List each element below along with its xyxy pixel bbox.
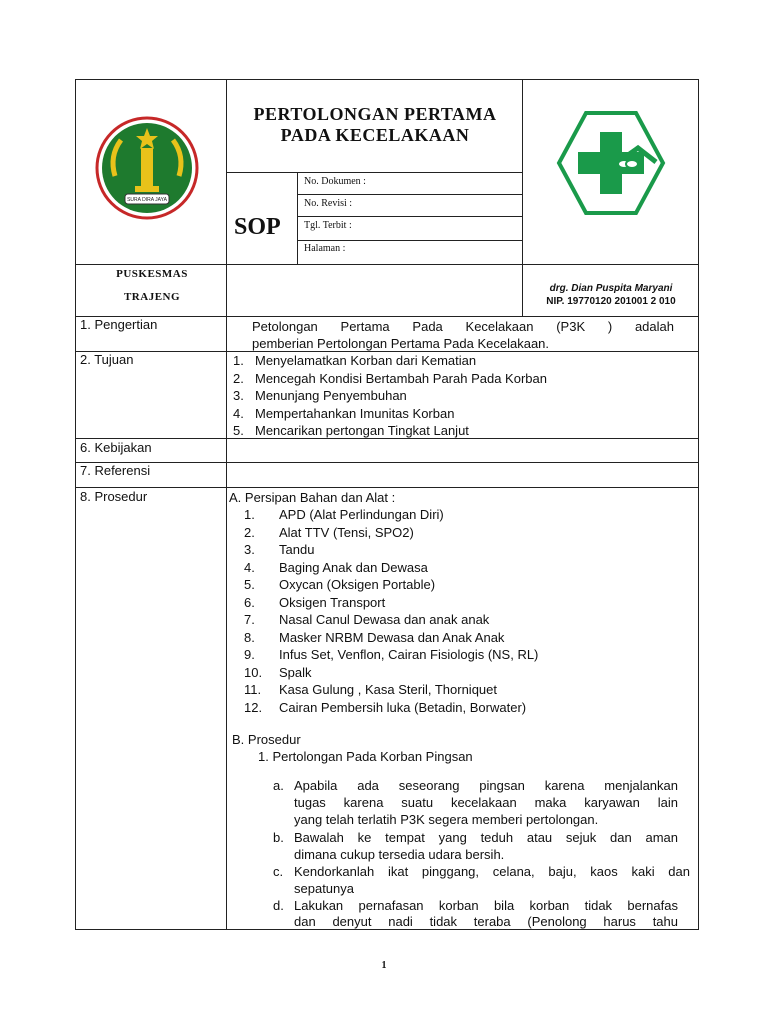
- step-d-marker: d.: [273, 898, 284, 913]
- list-item: 6. Oksigen Transport: [244, 594, 386, 610]
- row-line-prosedur: [75, 487, 699, 488]
- step-c-marker: c.: [273, 864, 284, 879]
- step-c-line2: sepatunya: [294, 881, 354, 896]
- body-column-divider: [226, 316, 227, 930]
- list-item: 4. Baging Anak dan Dewasa: [244, 559, 428, 575]
- prosedur-part-b-subtitle: 1. Pertolongan Pada Korban Pingsan: [258, 749, 473, 764]
- list-item: 10. Spalk: [244, 664, 312, 680]
- table-border-top: [75, 79, 699, 80]
- list-item: 9. Infus Set, Venflon, Cairan Fisiologis (NS, RL): [244, 647, 539, 662]
- step-d-line1: Lakukan pernafasan korban bila korban tidak bernafas: [294, 898, 678, 913]
- list-item: 1. APD (Alat Perlindungan Diri): [244, 507, 444, 522]
- meta-halaman: Halaman :: [304, 243, 346, 254]
- meta-line-2: [297, 216, 523, 217]
- label-pengertian: 1. Pengertian: [80, 317, 158, 332]
- label-prosedur: 8. Prosedur: [80, 489, 148, 504]
- row-line-pengertian: [75, 316, 699, 317]
- list-item: 8. Masker NRBM Dewasa dan Anak Anak: [244, 629, 505, 645]
- step-b-line1: Bawalah ke tempat yang teduh atau sejuk dan aman: [294, 830, 678, 845]
- label-referensi: 7. Referensi: [80, 463, 151, 478]
- list-item: 1. Menyelamatkan Korban dari Kematian: [233, 353, 477, 368]
- tujuan-list: [233, 352, 683, 440]
- signatory-nip: NIP. 19770120 201001 2 010: [546, 296, 676, 307]
- table-border-left: [75, 79, 76, 930]
- step-a-marker: a.: [273, 778, 284, 793]
- list-item: 3. Tandu: [244, 542, 315, 557]
- title-bottom-line: [226, 172, 523, 173]
- list-item: 2. Alat TTV (Tensi, SPO2): [244, 524, 414, 540]
- prosedur-part-b-title: B. Prosedur: [232, 732, 301, 747]
- regency-seal-logo: [95, 116, 199, 220]
- list-item: 5. Oxycan (Oksigen Portable): [244, 577, 436, 592]
- step-b-marker: b.: [273, 830, 284, 845]
- row-line-referensi: [75, 462, 699, 463]
- step-a-line3: yang telah terlatih P3K segera memberi pertolongan.: [294, 812, 599, 827]
- list-item: 3. Menunjang Penyembuhan: [233, 388, 407, 403]
- seal-ribbon-text: SURA DIRA JAYA: [127, 197, 167, 203]
- list-item: 12. Cairan Pembersih luka (Betadin, Borwater): [244, 699, 527, 715]
- step-a-line2: tugas karena suatu kecelakaan maka karyawan lain: [294, 795, 678, 810]
- prosedur-part-a-list: [244, 506, 684, 716]
- pengertian-text-line2: pemberian Pertolongan Pertama Pada Kecelakaan.: [252, 336, 550, 351]
- puskesmas-name-line1: PUSKESMAS: [116, 268, 188, 280]
- signatory-name: drg. Dian Puspita Maryani: [549, 283, 673, 294]
- list-item: 2. Mencegah Kondisi Bertambah Parah Pada Korban: [233, 370, 547, 386]
- header-row-line: [75, 264, 699, 265]
- puskesmas-name-line2: TRAJENG: [123, 291, 181, 303]
- health-cross-logo: [556, 110, 666, 216]
- prosedur-part-a-title: A. Persipan Bahan dan Alat :: [229, 490, 396, 505]
- step-c-line1: Kendorkanlah ikat pinggang, celana, baju, kaos kaki dan: [294, 864, 690, 879]
- header-divider-1: [226, 79, 227, 317]
- header-divider-2: [522, 79, 523, 317]
- list-item: 11. Kasa Gulung , Kasa Steril, Thorniquet: [244, 682, 497, 697]
- label-tujuan: 2. Tujuan: [80, 352, 134, 367]
- step-d-line2: dan denyut nadi tidak teraba (Penolong harus tahu: [294, 914, 678, 929]
- step-b-line2: dimana cukup tersedia udara bersih.: [294, 847, 505, 862]
- page-number: 1: [381, 960, 387, 971]
- pengertian-text-line1: Petolongan Pertama Pada Kecelakaan (P3K ) adalah: [252, 319, 674, 334]
- step-a-line1: Apabila ada seseorang pingsan karena menjalankan: [294, 778, 678, 793]
- label-kebijakan: 6. Kebijakan: [80, 440, 152, 455]
- list-item: 4. Mempertahankan Imunitas Korban: [233, 405, 455, 421]
- list-item: 5. Mencarikan pertongan Tingkat Lanjut: [233, 423, 469, 438]
- meta-tgl-terbit: Tgl. Terbit :: [304, 220, 352, 231]
- meta-no-revisi: No. Revisi :: [304, 198, 353, 209]
- meta-line-3: [297, 240, 523, 241]
- meta-no-dokumen: No. Dokumen :: [304, 176, 366, 187]
- document-title: PERTOLONGAN PERTAMA PADA KECELAKAAN: [253, 104, 497, 145]
- sop-label: SOP: [234, 214, 281, 240]
- sop-divider: [297, 172, 298, 264]
- list-item: 7. Nasal Canul Dewasa dan anak anak: [244, 612, 490, 627]
- table-border-right: [698, 79, 699, 930]
- meta-line-1: [297, 194, 523, 195]
